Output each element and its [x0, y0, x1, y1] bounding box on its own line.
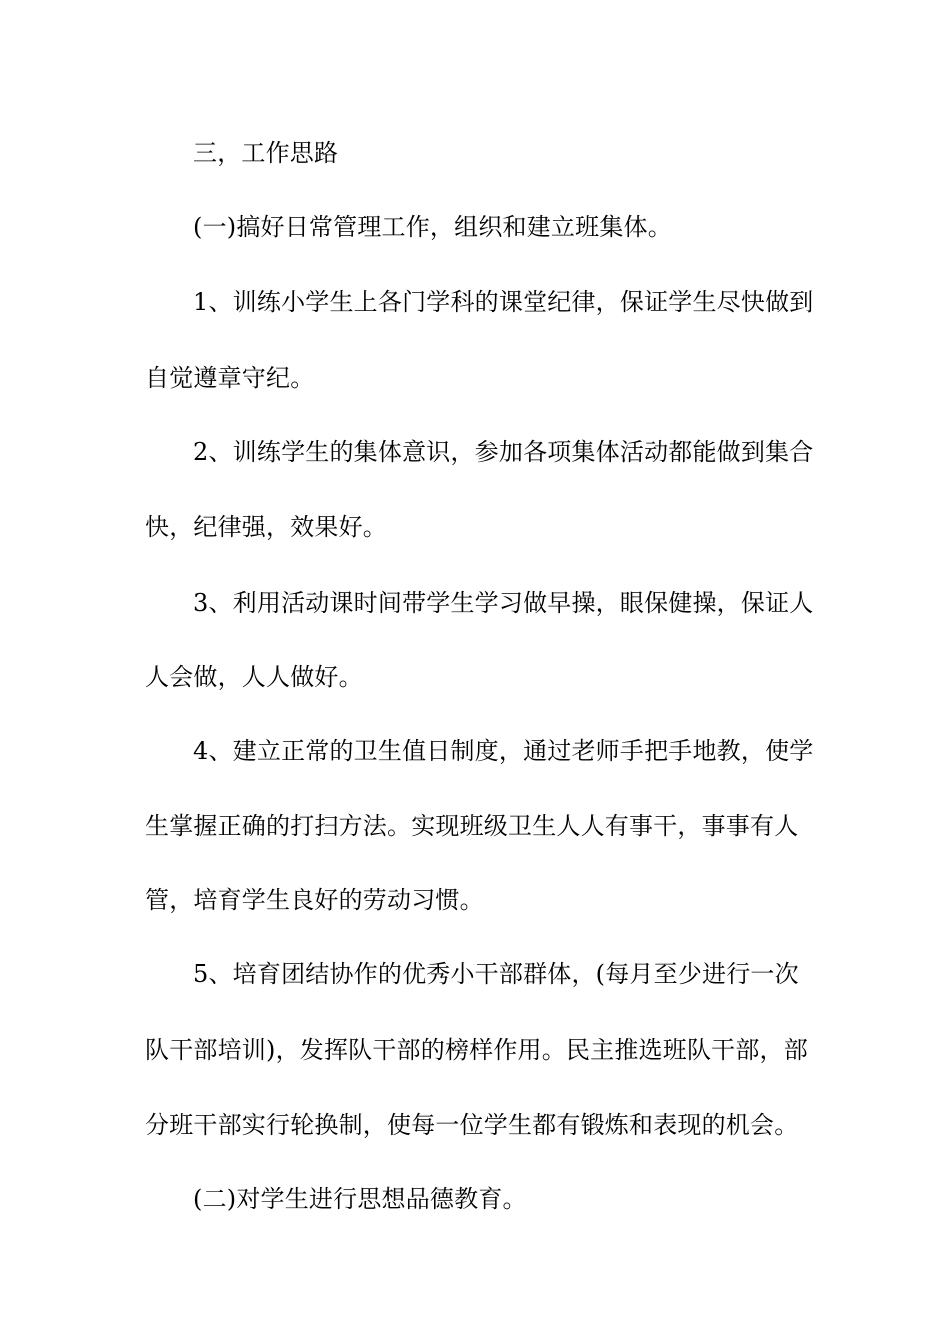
paragraph-line: 5、培育团结协作的优秀小干部群体，(每月至少进行一次: [193, 960, 799, 988]
paragraph-line: 队干部培训)，发挥队干部的榜样作用。民主推选班队干部，部: [145, 1036, 808, 1064]
paragraph-line: 自觉遵章守纪。: [145, 364, 315, 392]
paragraph-line: 分班干部实行轮换制，使每一位学生都有锻炼和表现的机会。: [145, 1111, 799, 1139]
paragraph-line: 2、训练学生的集体意识，参加各项集体活动都能做到集合: [193, 438, 814, 466]
paragraph-line: 生掌握正确的打扫方法。实现班级卫生人人有事干，事事有人: [145, 812, 799, 840]
subsection-heading: (一)搞好日常管理工作，组织和建立班集体。: [193, 213, 672, 241]
paragraph-line: 3、利用活动课时间带学生学习做早操，眼保健操，保证人: [193, 589, 814, 617]
paragraph-line: 人会做，人人做好。: [145, 663, 363, 691]
paragraph-line: 4、建立正常的卫生值日制度，通过老师手把手地教，使学: [193, 737, 814, 765]
section-heading: 三，工作思路: [193, 139, 339, 167]
paragraph-line: 管，培育学生良好的劳动习惯。: [145, 886, 484, 914]
paragraph-line: 快，纪律强，效果好。: [145, 513, 387, 541]
paragraph-line: 1、训练小学生上各门学科的课堂纪律，保证学生尽快做到: [193, 288, 814, 316]
subsection-heading: (二)对学生进行思想品德教育。: [193, 1185, 527, 1213]
